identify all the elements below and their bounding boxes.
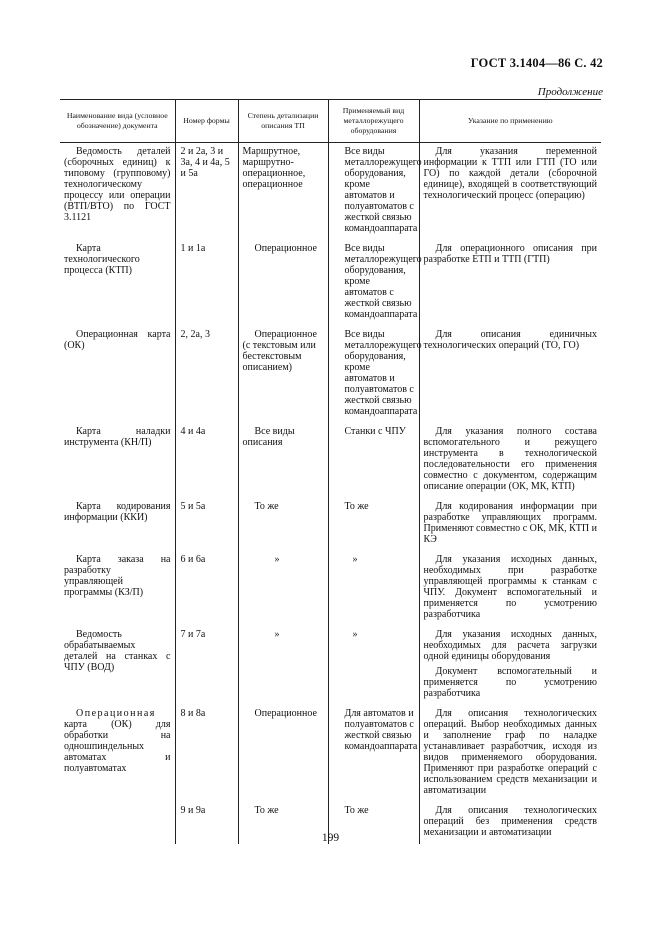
column-header-equipment: Применяемый вид металлорежущего оборудования <box>328 100 419 143</box>
column-header-detail: Степень детализации описания ТП <box>238 100 328 143</box>
cell-note: Для указания переменной информации к ТТП или ГТП (ТО или ГО) по каждой детали (сборочной единице), входящей в соответствующий технологический процесс (операцию) <box>419 143 601 241</box>
table-header-row <box>60 100 601 143</box>
cell-equipment: Все виды металлорежущего оборудования, кроме автоматов и полуавтоматов с жесткой связью командоаппарата <box>328 326 419 423</box>
cell-equipment: » <box>328 626 419 705</box>
table-row <box>60 326 601 423</box>
page-number: 199 <box>321 832 340 844</box>
cell-form: 8 и 8а <box>175 705 238 802</box>
table-row <box>60 626 601 705</box>
cell-name: Ведомость обрабатываемых деталей на станках с ЧПУ (ВОД) <box>64 629 171 673</box>
cell-equipment: » <box>328 551 419 626</box>
cell-note: Для описания технологических операций. Выбор необходимых данных и заполнение граф по наладке устанавливает разработчик, исходя из видов применяемого оборудования. Применяют при разработке операций с использованием средств механизации и автоматизации <box>419 705 601 802</box>
cell-detail: Операционное <box>238 240 328 326</box>
cell-form: 1 и 1а <box>175 240 238 326</box>
cell-form: 6 и 6а <box>175 551 238 626</box>
cell-equipment: Все виды металлорежущего оборудования, кроме автоматов и полуавтоматов с жесткой связью командоаппарата <box>328 143 419 241</box>
table-row <box>60 423 601 498</box>
cell-equipment: То же <box>328 498 419 551</box>
cell-form: 9 и 9а <box>175 802 238 844</box>
cell-note: Для операционного описания при разработке ЕТП и ТТП (ГТП) <box>419 240 601 326</box>
cell-equipment: Все виды металлорежущего оборудования, кроме автоматов с жесткой связью командоаппарата <box>328 240 419 326</box>
cell-form: 2, 2а, 3 <box>175 326 238 423</box>
cell-note: Для указания исходных данных, необходимых для расчета загрузки одной единицы оборудования Документ вспомогательный и применяется по усмотрению разработчика <box>419 626 601 705</box>
cell-detail: То же <box>238 498 328 551</box>
cell-detail: » <box>238 626 328 705</box>
cell-equipment: Для автоматов и полуавтоматов с жесткой связью командоаппарата <box>328 705 419 802</box>
cell-name: Карта заказа на разработку управляющей программы (КЗ/П) <box>64 554 171 598</box>
table-row <box>60 143 601 241</box>
cell-form: 2 и 2а, 3 и 3а, 4 и 4а, 5 и 5а <box>175 143 238 241</box>
document-types-table <box>60 99 601 844</box>
continuation-label: Продолжение <box>537 86 603 98</box>
cell-form: 7 и 7а <box>175 626 238 705</box>
column-header-name: Наименование вида (условное обозначение) документа <box>60 100 175 143</box>
cell-note: Для указания исходных данных, необходимых при разработке управляющей программы к станкам с ЧПУ. Документ вспомогательный и применяется по усмотрению разработчика <box>419 551 601 626</box>
table-row <box>60 705 601 802</box>
cell-equipment: То же <box>328 802 419 844</box>
cell-name: Операционная карта (ОК) <box>64 329 171 351</box>
table-row <box>60 498 601 551</box>
standard-header: ГОСТ 3.1404—86 С. 42 <box>470 56 603 70</box>
cell-form: 5 и 5а <box>175 498 238 551</box>
table-row <box>60 551 601 626</box>
table-row <box>60 240 601 326</box>
cell-detail: Все виды описания <box>238 423 328 498</box>
cell-detail: » <box>238 551 328 626</box>
cell-note: Для описания единичных технологических операций (ТО, ГО) <box>419 326 601 423</box>
cell-form: 4 и 4а <box>175 423 238 498</box>
cell-name: Карта наладки инструмента (КН/П) <box>64 426 171 448</box>
cell-note: Для указания полного состава вспомогательного и режущего инструмента в технологической последовательности его применения совместно с документом, содержащим описание операции (ОК, МК, КТП) <box>419 423 601 498</box>
cell-note: Для описания технологических операций без применения средств механизации и автоматизации <box>419 802 601 844</box>
column-header-note: Указание по применению <box>419 100 601 143</box>
cell-name: Карта технологического процесса (КТП) <box>64 243 140 276</box>
cell-detail: Маршрутное, маршрутно-операционное, операционное <box>238 143 328 241</box>
cell-detail: То же <box>238 802 328 844</box>
cell-name: Операционная карта (ОК) для обработки на одношпиндельных автоматах и полуавтоматах <box>64 708 171 774</box>
cell-name: Ведомость деталей (сборочных единиц) к типовому (групповому) технологическому процессу или операции (ВТП/ВТО) по ГОСТ 3.1121 <box>64 146 171 223</box>
column-header-form: Номер формы <box>175 100 238 143</box>
cell-name: Карта кодирования информации (ККИ) <box>64 501 171 523</box>
cell-note: Для кодирования информации при разработке управляющих программ. Применяют совместно с ОК, МК, КТП и КЭ <box>419 498 601 551</box>
cell-detail: Операционное (с текстовым или бестекстовым описанием) <box>238 326 328 423</box>
cell-detail: Операционное <box>238 705 328 802</box>
cell-equipment: Станки с ЧПУ <box>328 423 419 498</box>
